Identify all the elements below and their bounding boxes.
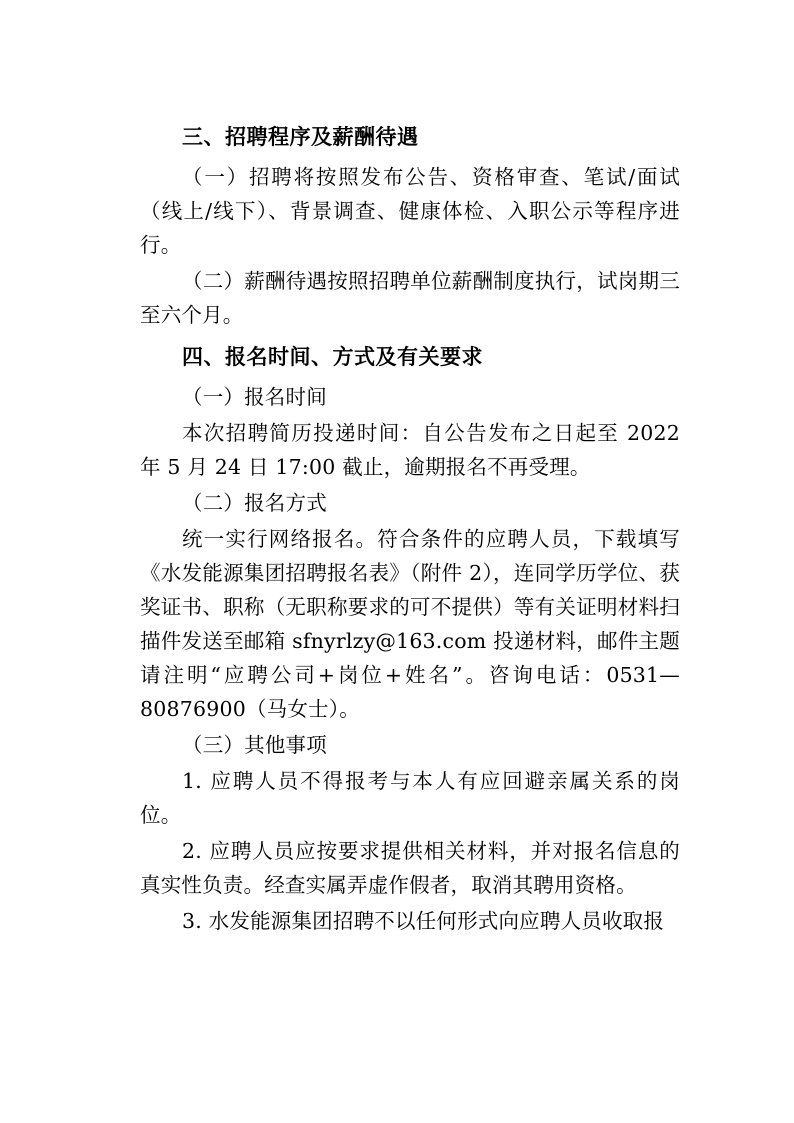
paragraph-subheading-other-matters: （三）其他事项	[182, 733, 327, 758]
paragraph-item-3-no-fees: 3. 水发能源集团招聘不以任何形式向应聘人员收取报	[182, 909, 665, 934]
paragraph-item-1-avoidance: 1. 应聘人员不得报考与本人有应回避亲属关系的岗位。	[140, 769, 680, 828]
paragraph-item-2-authenticity: 2. 应聘人员应按要求提供相关材料，并对报名信息的真实性负责。经查实属弄虚作假者，取消其聘用资格。	[140, 839, 680, 898]
paragraph-subheading-application-method: （二）报名方式	[182, 491, 327, 516]
paragraph-recruitment-steps: （一）招聘将按照发布公告、资格审查、笔试/面试（线上/线下）、背景调查、健康体检、入职公示等程序进行。	[140, 165, 680, 258]
paragraph-application-method-detail: 统一实行网络报名。符合条件的应聘人员，下载填写《水发能源集团招聘报名表》（附件 2），连同学历学位、获奖证书、职称（无职称要求的可不提供）等有关证明材料扫描件发送至邮箱 sfnyrlzy@163.com 投递材料，邮件主题请注明“应聘公司+岗位+姓名”。咨询电话：0531—80876900（马女士）。	[140, 527, 680, 722]
paragraph-subheading-application-time: （一）报名时间	[182, 385, 327, 410]
document-body	[140, 120, 680, 938]
paragraph-salary-treatment: （二）薪酬待遇按照招聘单位薪酬制度执行，试岗期三至六个月。	[140, 269, 680, 328]
section-heading-application-time: 四、报名时间、方式及有关要求	[182, 344, 483, 370]
section-heading-recruitment-procedure: 三、招聘程序及薪酬待遇	[182, 124, 419, 149]
paragraph-application-deadline: 本次招聘简历投递时间：自公告发布之日起至 2022 年 5 月 24 日 17:00 截止，逾期报名不再受理。	[140, 421, 680, 480]
